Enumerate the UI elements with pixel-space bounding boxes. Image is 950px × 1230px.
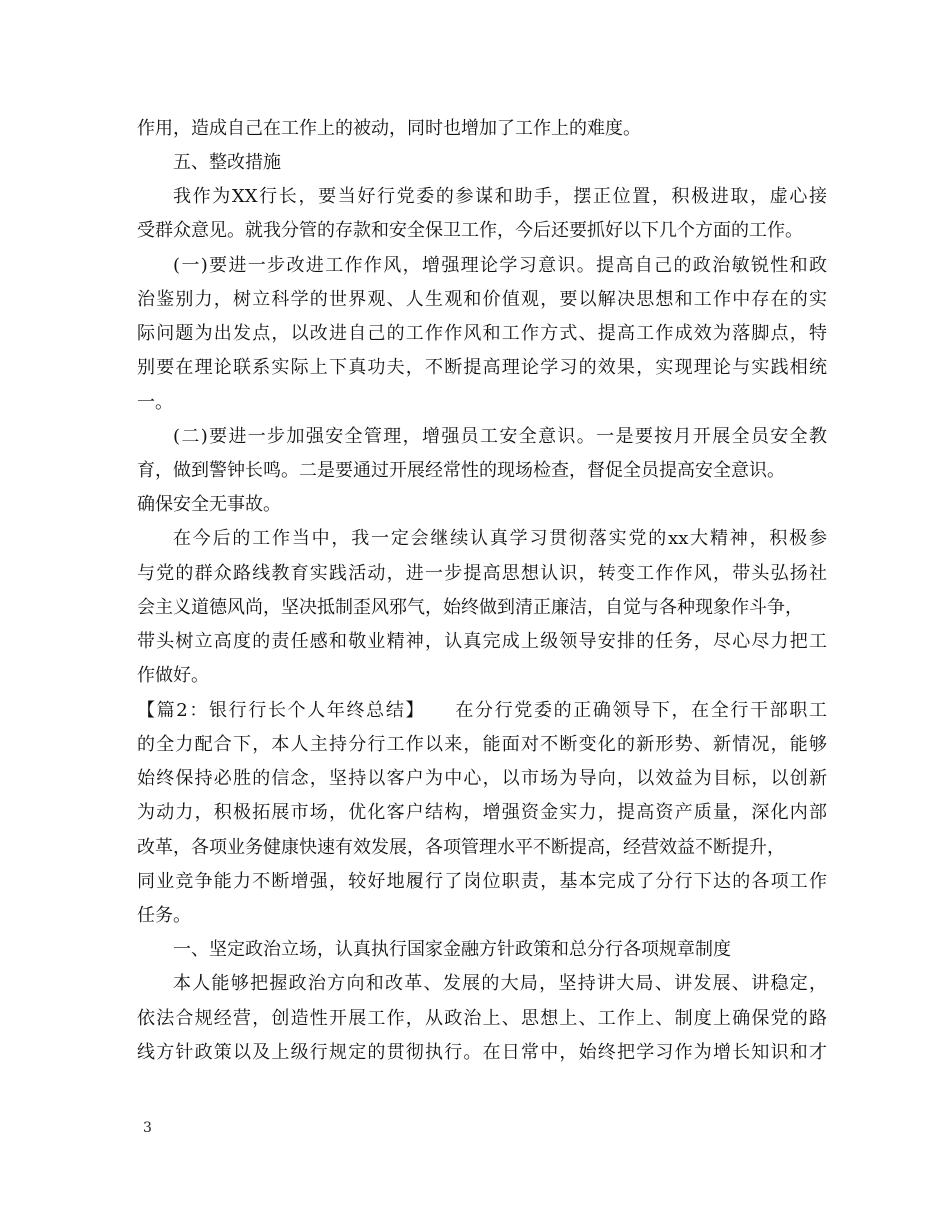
text-line: (一)要进一步改进工作作风，增强理论学习意识。提高自己的政治敏锐性和政	[173, 255, 827, 276]
text-line: (二)要进一步加强安全管理，增强员工安全意识。一是要按月开展全员安全教	[173, 426, 827, 447]
text-line: 别要在理论联系实际上下真功夫，不断提高理论学习的效果，实现理论与实践相统	[137, 357, 827, 378]
text-line: 治鉴别力，树立科学的世界观、人生观和价值观，要以解决思想和工作中存在的实	[137, 289, 827, 310]
text-line: 一。	[137, 392, 173, 413]
text-line: 同业竞争能力不断增强，较好地履行了岗位职责，基本完成了分行下达的各项工作	[137, 871, 827, 892]
text-line: 始终保持必胜的信念，坚持以客户为中心，以市场为导向，以效益为目标，以创新	[137, 768, 827, 789]
text-line: 际问题为出发点，以改进自己的工作作风和工作方式、提高工作成效为落脚点，特	[137, 323, 827, 344]
section-heading: 一、坚定政治立场，认真执行国家金融方针政策和总分行各项规章制度	[173, 939, 731, 960]
text-line: 会主义道德风尚，坚决抵制歪风邪气，始终做到清正廉洁，自觉与各种现象作斗争，	[137, 597, 803, 618]
text-line: 受群众意见。就我分管的存款和安全保卫工作，今后还要抓好以下几个方面的工作。	[137, 220, 803, 241]
text-line: 的全力配合下，本人主持分行工作以来，能面对不断变化的新形势、新情况，能够	[137, 734, 827, 755]
section-title-line: 【篇2：银行行长个人年终总结】 在分行党委的正确领导下，在全行干部职工	[137, 700, 827, 721]
text-line: 在今后的工作当中，我一定会继续认真学习贯彻落实党的xx大精神，积极参	[173, 528, 827, 549]
text-line: 我作为XX行长，要当好行党委的参谋和助手，摆正位置，积极进取，虚心接	[173, 186, 827, 207]
text-line: 确保安全无事故。	[137, 494, 281, 515]
section-heading: 五、整改措施	[173, 152, 281, 173]
text-line: 带头树立高度的责任感和敬业精神，认真完成上级领导安排的任务，尽心尽力把工	[137, 631, 827, 652]
text-line: 本人能够把握政治方向和改革、发展的大局，坚持讲大局、讲发展、讲稳定，	[173, 973, 827, 994]
text-line: 与党的群众路线教育实践活动，进一步提高思想认识，转变工作作风，带头弘扬社	[137, 563, 827, 584]
text-line: 任务。	[137, 905, 191, 926]
text-line: 线方针政策以及上级行规定的贯彻执行。在日常中，始终把学习作为增长知识和才	[137, 1042, 827, 1063]
page-number: 3	[143, 1120, 152, 1136]
text-line: 依法合规经营，创造性开展工作，从政治上、思想上、工作上、制度上确保党的路	[137, 1008, 827, 1029]
text-line: 改革，各项业务健康快速有效发展，各项管理水平不断提高，经营效益不断提升，	[137, 837, 785, 858]
text-line: 育，做到警钟长鸣。二是要通过开展经常性的现场检查，督促全员提高安全意识。	[137, 460, 785, 481]
text-line: 作用，造成自己在工作上的被动，同时也增加了工作上的难度。	[137, 118, 641, 139]
text-line: 作做好。	[137, 665, 209, 686]
text-line: 为动力，积极拓展市场，优化客户结构，增强资金实力，提高资产质量，深化内部	[137, 802, 827, 823]
